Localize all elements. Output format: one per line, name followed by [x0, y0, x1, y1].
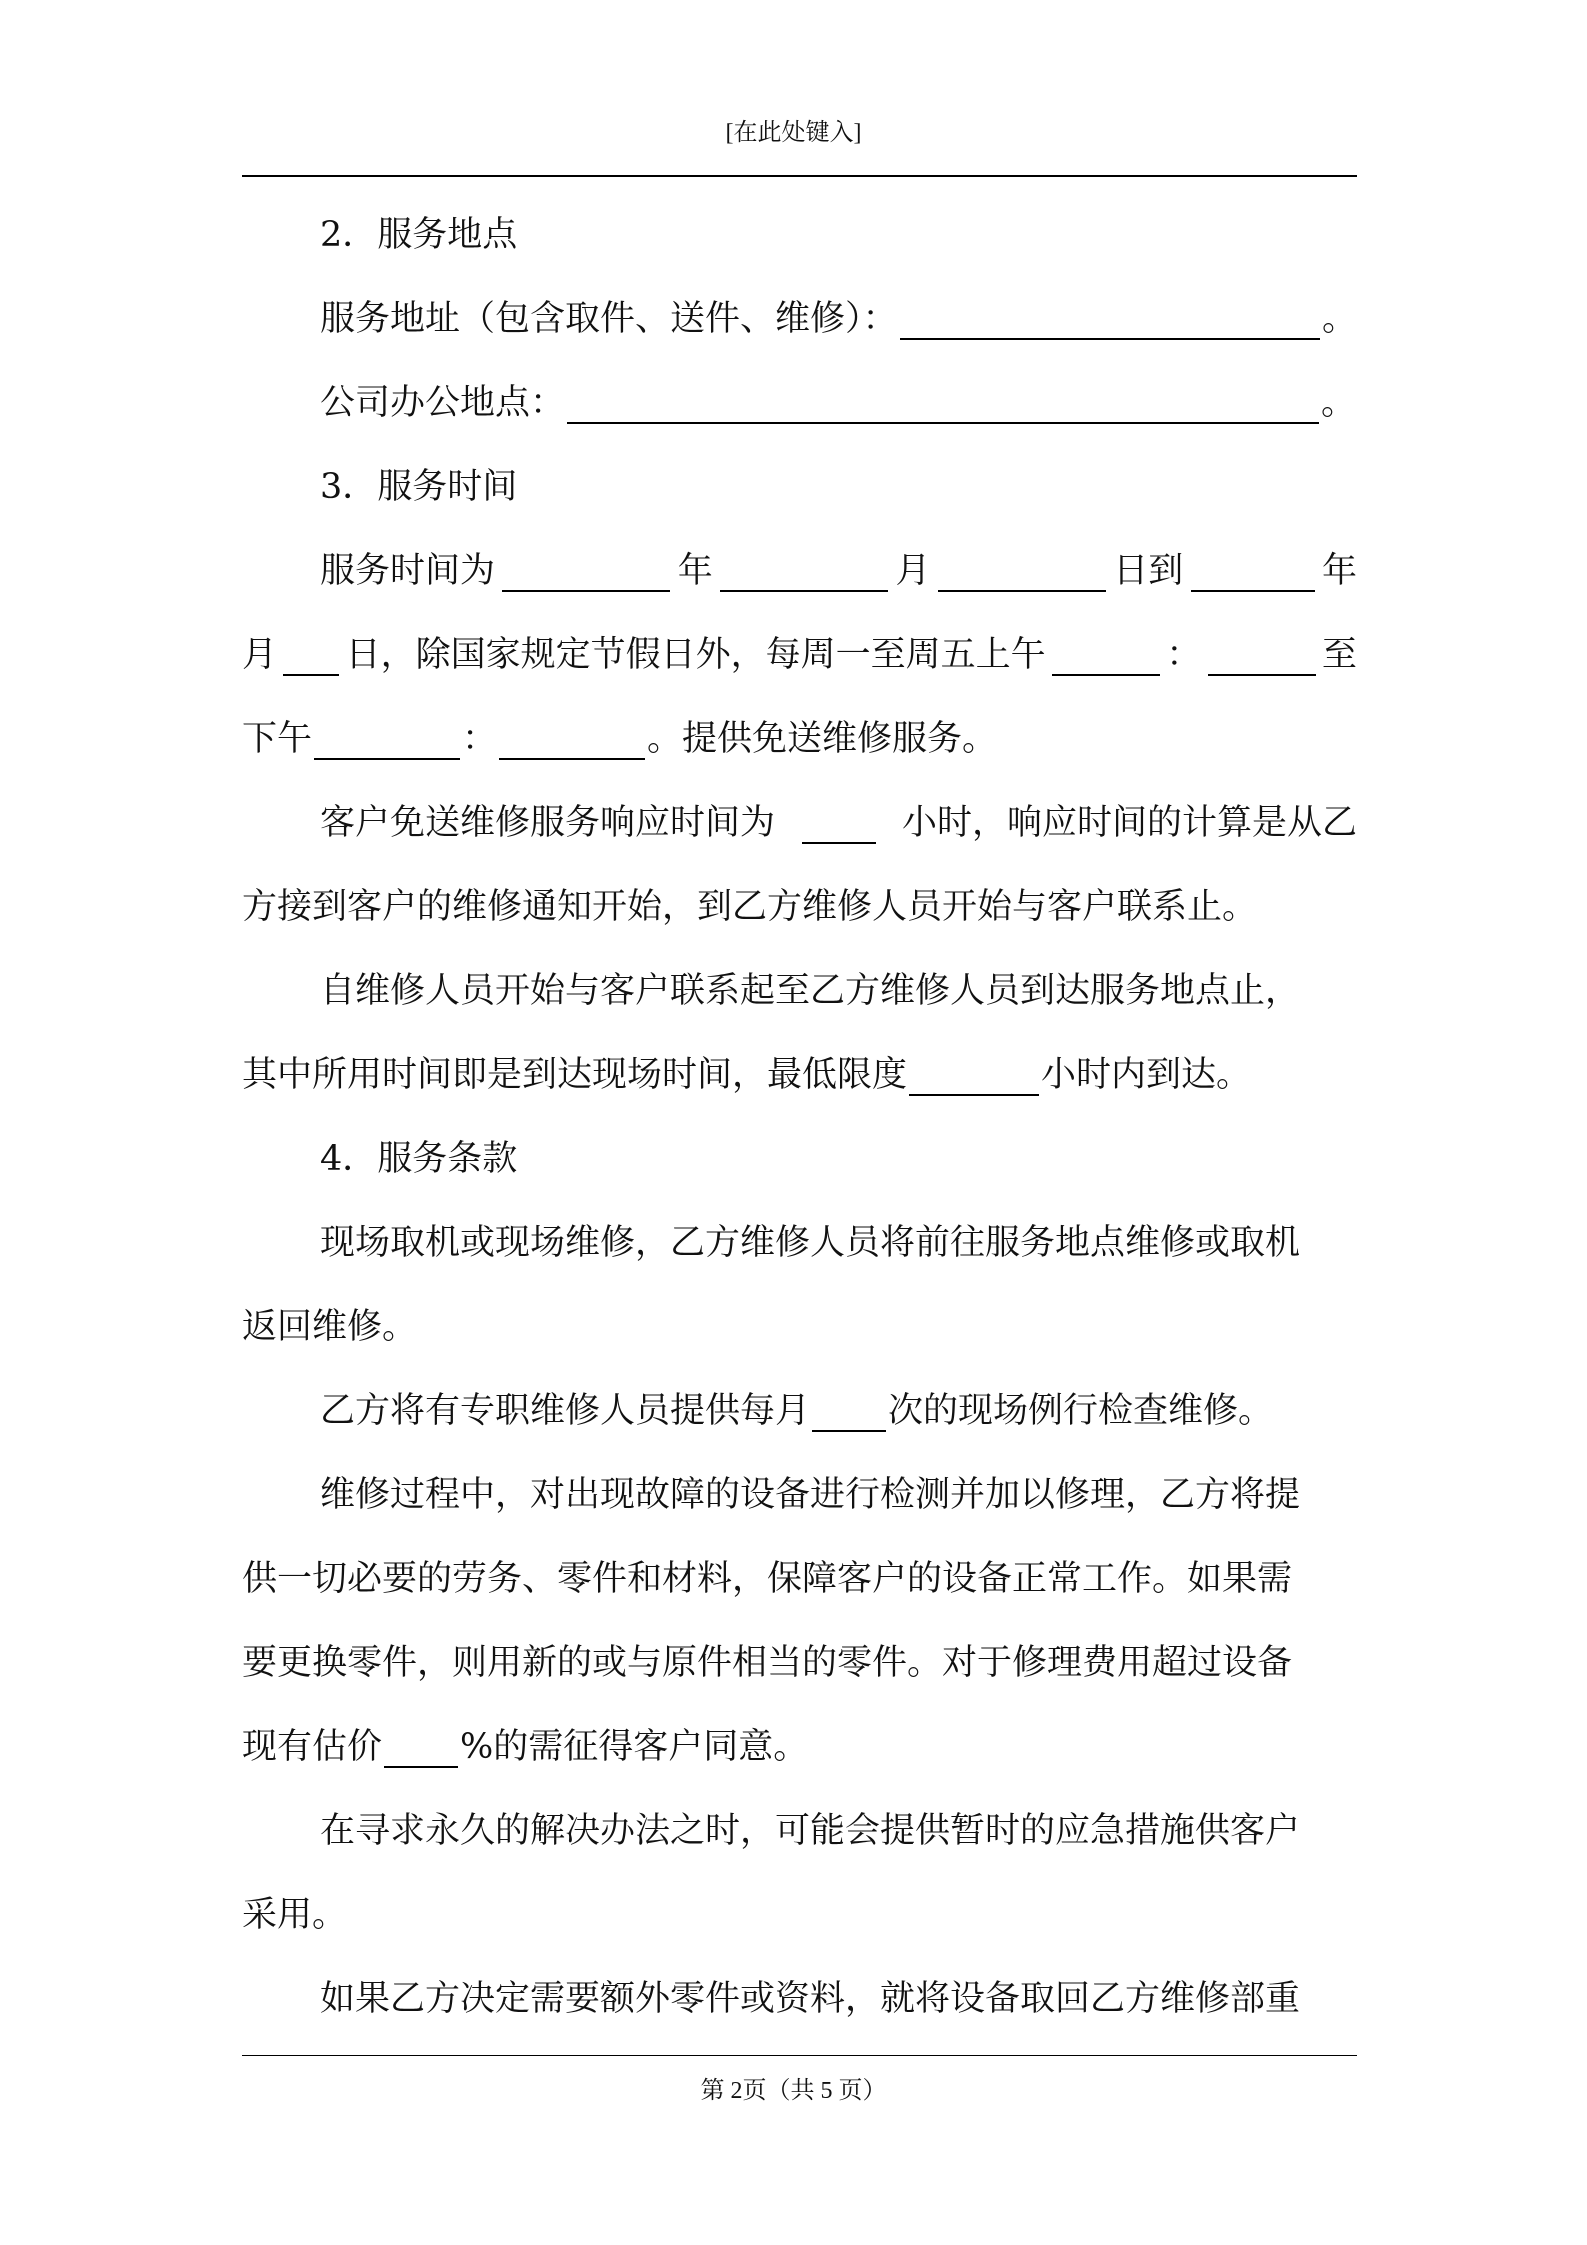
paragraph-line	[242, 865, 1357, 949]
text-segment: 下午	[242, 719, 313, 759]
service-address-line	[242, 277, 1357, 361]
arrival-time-line	[242, 1033, 1357, 1117]
paragraph-line	[242, 1957, 1357, 2041]
section-heading-service-location	[242, 193, 1357, 277]
monthly-inspection-line	[242, 1369, 1357, 1453]
text-segment: 供一切必要的劳务、零件和材料，保障客户的设备正常工作。如果需	[242, 1559, 1293, 1599]
afternoon-hour-blank[interactable]	[314, 718, 460, 760]
paragraph-line	[242, 1285, 1357, 1369]
text-segment: 年	[1321, 551, 1357, 591]
percent-blank[interactable]	[384, 1726, 458, 1768]
text-segment: 日，除国家规定节假日外，每周一至周五上午	[345, 635, 1046, 675]
heading-text: 3．服务时间	[320, 467, 518, 507]
text-segment: 月	[895, 551, 931, 591]
text-segment: ：	[1166, 635, 1202, 675]
text-segment: 自维修人员开始与客户联系起至乙方维修人员到达服务地点止，	[320, 971, 1301, 1011]
header-text: [在此处键入]	[725, 120, 862, 146]
text-segment: 其中所用时间即是到达现场时间，最低限度	[242, 1055, 908, 1095]
service-address-blank[interactable]	[900, 298, 1320, 340]
end-day-blank[interactable]	[283, 634, 339, 676]
service-time-line	[242, 529, 1357, 613]
paragraph-line	[242, 1201, 1357, 1285]
label-text: 公司办公地点：	[320, 383, 566, 423]
service-time-line-3	[242, 697, 1357, 781]
afternoon-minute-blank[interactable]	[499, 718, 645, 760]
text-segment: 。提供免送维修服务。	[647, 719, 998, 759]
heading-text: 2．服务地点	[320, 215, 518, 255]
text-segment: 客户免送维修服务响应时间为	[320, 803, 776, 843]
morning-hour-blank[interactable]	[1052, 634, 1160, 676]
start-month-blank[interactable]	[720, 550, 888, 592]
text-segment: 现有估价	[242, 1727, 383, 1767]
office-address-blank[interactable]	[567, 382, 1319, 424]
text-segment: 日到	[1113, 551, 1184, 591]
text-segment: %的需征得客户同意。	[460, 1727, 809, 1767]
monthly-times-blank[interactable]	[812, 1390, 886, 1432]
text-segment: 如果乙方决定需要额外零件或资料，就将设备取回乙方维修部重	[320, 1979, 1301, 2019]
paragraph-line	[242, 1789, 1357, 1873]
text-segment: 乙方将有专职维修人员提供每月	[320, 1391, 811, 1431]
morning-minute-blank[interactable]	[1208, 634, 1316, 676]
end-year-blank[interactable]	[1191, 550, 1315, 592]
page-number: 第 2页（共 5 页）	[700, 2078, 887, 2104]
estimate-percent-line	[242, 1705, 1357, 1789]
section-heading-service-time	[242, 445, 1357, 529]
section-heading-service-terms	[242, 1117, 1357, 1201]
paragraph-line	[242, 1621, 1357, 1705]
text-segment: 小时内到达。	[1041, 1055, 1252, 1095]
text-segment: 在寻求永久的解决办法之时，可能会提供暂时的应急措施供客户	[320, 1811, 1301, 1851]
header-divider	[242, 175, 1357, 177]
text-segment: 方接到客户的维修通知开始，到乙方维修人员开始与客户联系止。	[242, 887, 1258, 927]
service-time-line-2	[242, 613, 1357, 697]
text-segment: 月	[242, 635, 278, 675]
paragraph-line	[242, 1873, 1357, 1957]
text-segment: 年	[677, 551, 713, 591]
start-year-blank[interactable]	[502, 550, 670, 592]
text-segment: 要更换零件，则用新的或与原件相当的零件。对于修理费用超过设备	[242, 1643, 1293, 1683]
text-segment: 次的现场例行检查维修。	[888, 1391, 1274, 1431]
heading-text: 4．服务条款	[320, 1139, 518, 1179]
paragraph-line	[242, 949, 1357, 1033]
start-day-blank[interactable]	[938, 550, 1106, 592]
response-hours-blank[interactable]	[802, 802, 876, 844]
text-segment: 小时，响应时间的计算是从乙	[901, 803, 1357, 843]
paragraph-line	[242, 1453, 1357, 1537]
punct-text: 。	[1321, 299, 1357, 339]
text-segment: 现场取机或现场维修，乙方维修人员将前往服务地点维修或取机	[320, 1223, 1301, 1263]
response-time-line	[242, 781, 1357, 865]
label-text: 服务地址（包含取件、送件、维修）：	[320, 299, 898, 339]
text-segment: 至	[1321, 635, 1357, 675]
text-segment: 返回维修。	[242, 1307, 418, 1347]
text-segment: 服务时间为	[320, 551, 496, 591]
punct-text: 。	[1321, 383, 1357, 423]
text-segment: 采用。	[242, 1895, 348, 1935]
arrival-hours-blank[interactable]	[909, 1054, 1039, 1096]
office-address-line	[242, 361, 1357, 445]
text-segment: ：	[462, 719, 498, 759]
paragraph-line	[242, 1537, 1357, 1621]
text-segment: 维修过程中，对出现故障的设备进行检测并加以修理，乙方将提	[320, 1475, 1301, 1515]
footer-divider	[242, 2055, 1357, 2056]
